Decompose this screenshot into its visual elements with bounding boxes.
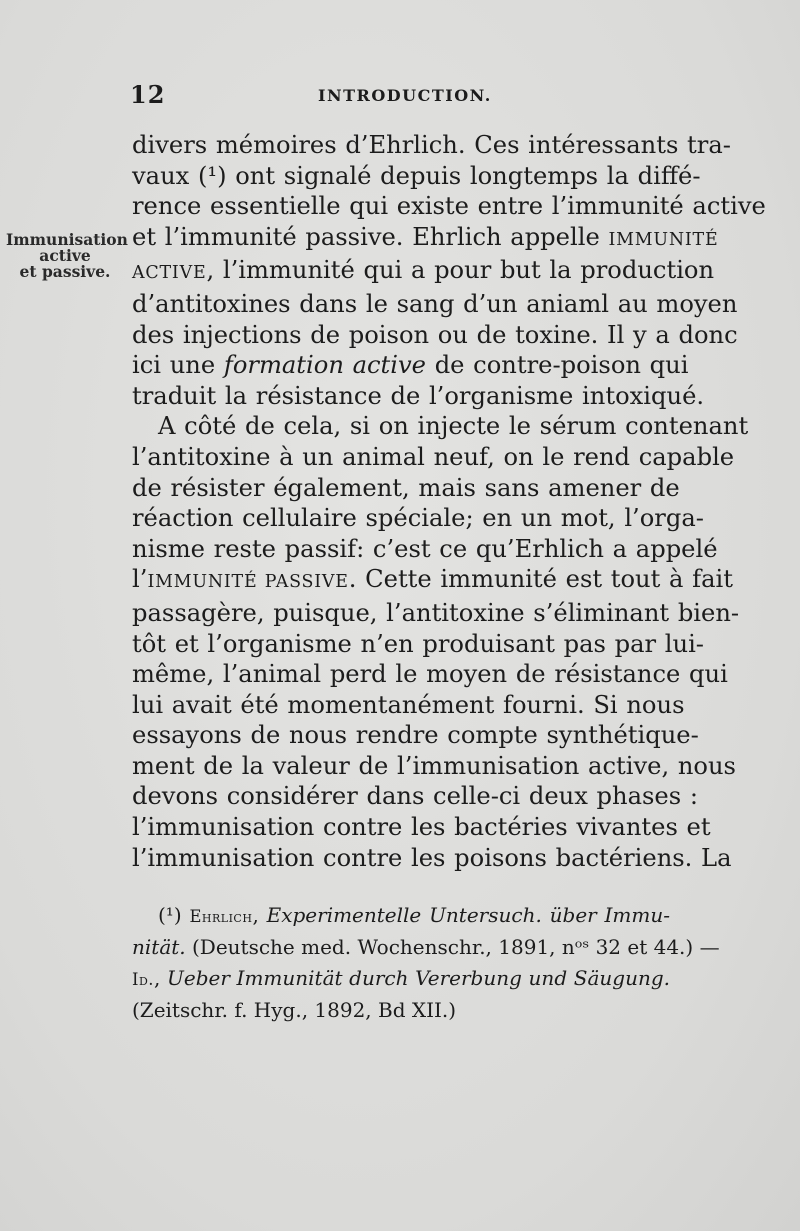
page-header — [130, 80, 670, 110]
text-run: de contre-poison qui — [426, 351, 689, 380]
text-line: A côté de cela, si on injecte le sérum contenant — [158, 412, 749, 441]
text-line: nisme reste passif: c’est ce qu’Erhlich a appelé — [132, 534, 718, 563]
footnote-marker: (¹) — [158, 903, 182, 927]
margin-note-line: Immunisation — [6, 230, 128, 249]
text-line: tôt et l’organisme n’en produisant pas par lui- — [132, 629, 704, 658]
text-line: l’antitoxine à un animal neuf, on le rend capable — [132, 442, 735, 471]
footnote-author: Id. — [132, 970, 155, 989]
text-line: de résister également, mais sans amener de — [132, 473, 680, 502]
text-line: lui avait été momentanément fourni. Si nous — [132, 690, 685, 719]
footnote — [132, 900, 720, 1026]
term-immunite-passive: IMMUNITÉ PASSIVE — [147, 572, 349, 593]
text-line: ment de la valeur de l’immunisation active, nous — [132, 751, 736, 780]
margin-note-line: active — [39, 246, 91, 265]
term-immunite-active: IMMUNITÉ — [608, 229, 719, 250]
text-line: rence essentielle qui existe entre l’immunité active — [132, 192, 766, 221]
margin-note-line: et passive. — [19, 262, 111, 281]
text-line: traduit la résistance de l’organisme intoxiqué. — [132, 381, 705, 410]
footnote-title: Ueber Immunität durch Vererbung und Säugung. — [167, 966, 670, 990]
text-line: l’immunisation contre les poisons bactériens. La — [132, 843, 732, 872]
text-line: d’antitoxines dans le sang d’un aniaml au moyen — [132, 289, 738, 318]
text-line — [132, 350, 689, 381]
text-run: , l’immunité qui a pour but la production — [206, 256, 715, 285]
running-head: INTRODUCTION. — [318, 86, 492, 105]
emphasis-formation-active: formation active — [223, 351, 426, 380]
text-line: des injections de poison ou de toxine. Il y a donc — [132, 320, 738, 349]
footnote-reference: (Deutsche med. Wochenschr., 1891, nᵒˢ 32 et 44.) — — [185, 935, 720, 959]
footnote-author: Ehrlich — [189, 907, 253, 926]
text-run: ici une — [132, 351, 224, 380]
text-line: essayons de nous rendre compte synthétique- — [132, 721, 699, 750]
text-run: l’ — [132, 565, 148, 594]
footnote-line: (Zeitschr. f. Hyg., 1892, Bd XII.) — [132, 998, 457, 1022]
text-line: l’immunisation contre les bactéries vivantes et — [132, 813, 711, 842]
text-line: divers mémoires d’Ehrlich. Ces intéressants tra- — [132, 131, 731, 159]
footnote-title: Experimentelle Untersuch. über Immu- — [266, 903, 670, 927]
text-line: réaction cellulaire spéciale; en un mot, l’orga- — [132, 504, 704, 533]
text-line: passagère, puisque, l’antitoxine s’éliminant bien- — [132, 598, 740, 627]
margin-note — [6, 230, 128, 281]
footnote-line: Id., Ueber Immunität durch Vererbung und Säugung. — [132, 966, 670, 990]
footnote-title: nität. — [132, 935, 186, 959]
text-line — [132, 564, 733, 598]
text-line: vaux (¹) ont signalé depuis longtemps la diffé- — [132, 161, 701, 190]
text-run: et l’immunité passive. Ehrlich appelle — [132, 222, 609, 251]
term-immunite-active: ACTIVE — [132, 263, 207, 284]
text-run: . Cette immunité est tout à fait — [348, 565, 733, 594]
text-line — [132, 222, 719, 256]
footnote-line — [132, 932, 720, 963]
body-paragraphs — [132, 130, 766, 873]
page-number: 12 — [130, 80, 166, 109]
text-line: devons considérer dans celle-ci deux phases : — [132, 782, 698, 811]
text-line — [132, 255, 715, 289]
text-line: même, l’animal perd le moyen de résistance qui — [132, 660, 728, 689]
footnote-line: (¹) Ehrlich, Experimentelle Untersuch. über Immu- — [158, 903, 670, 927]
